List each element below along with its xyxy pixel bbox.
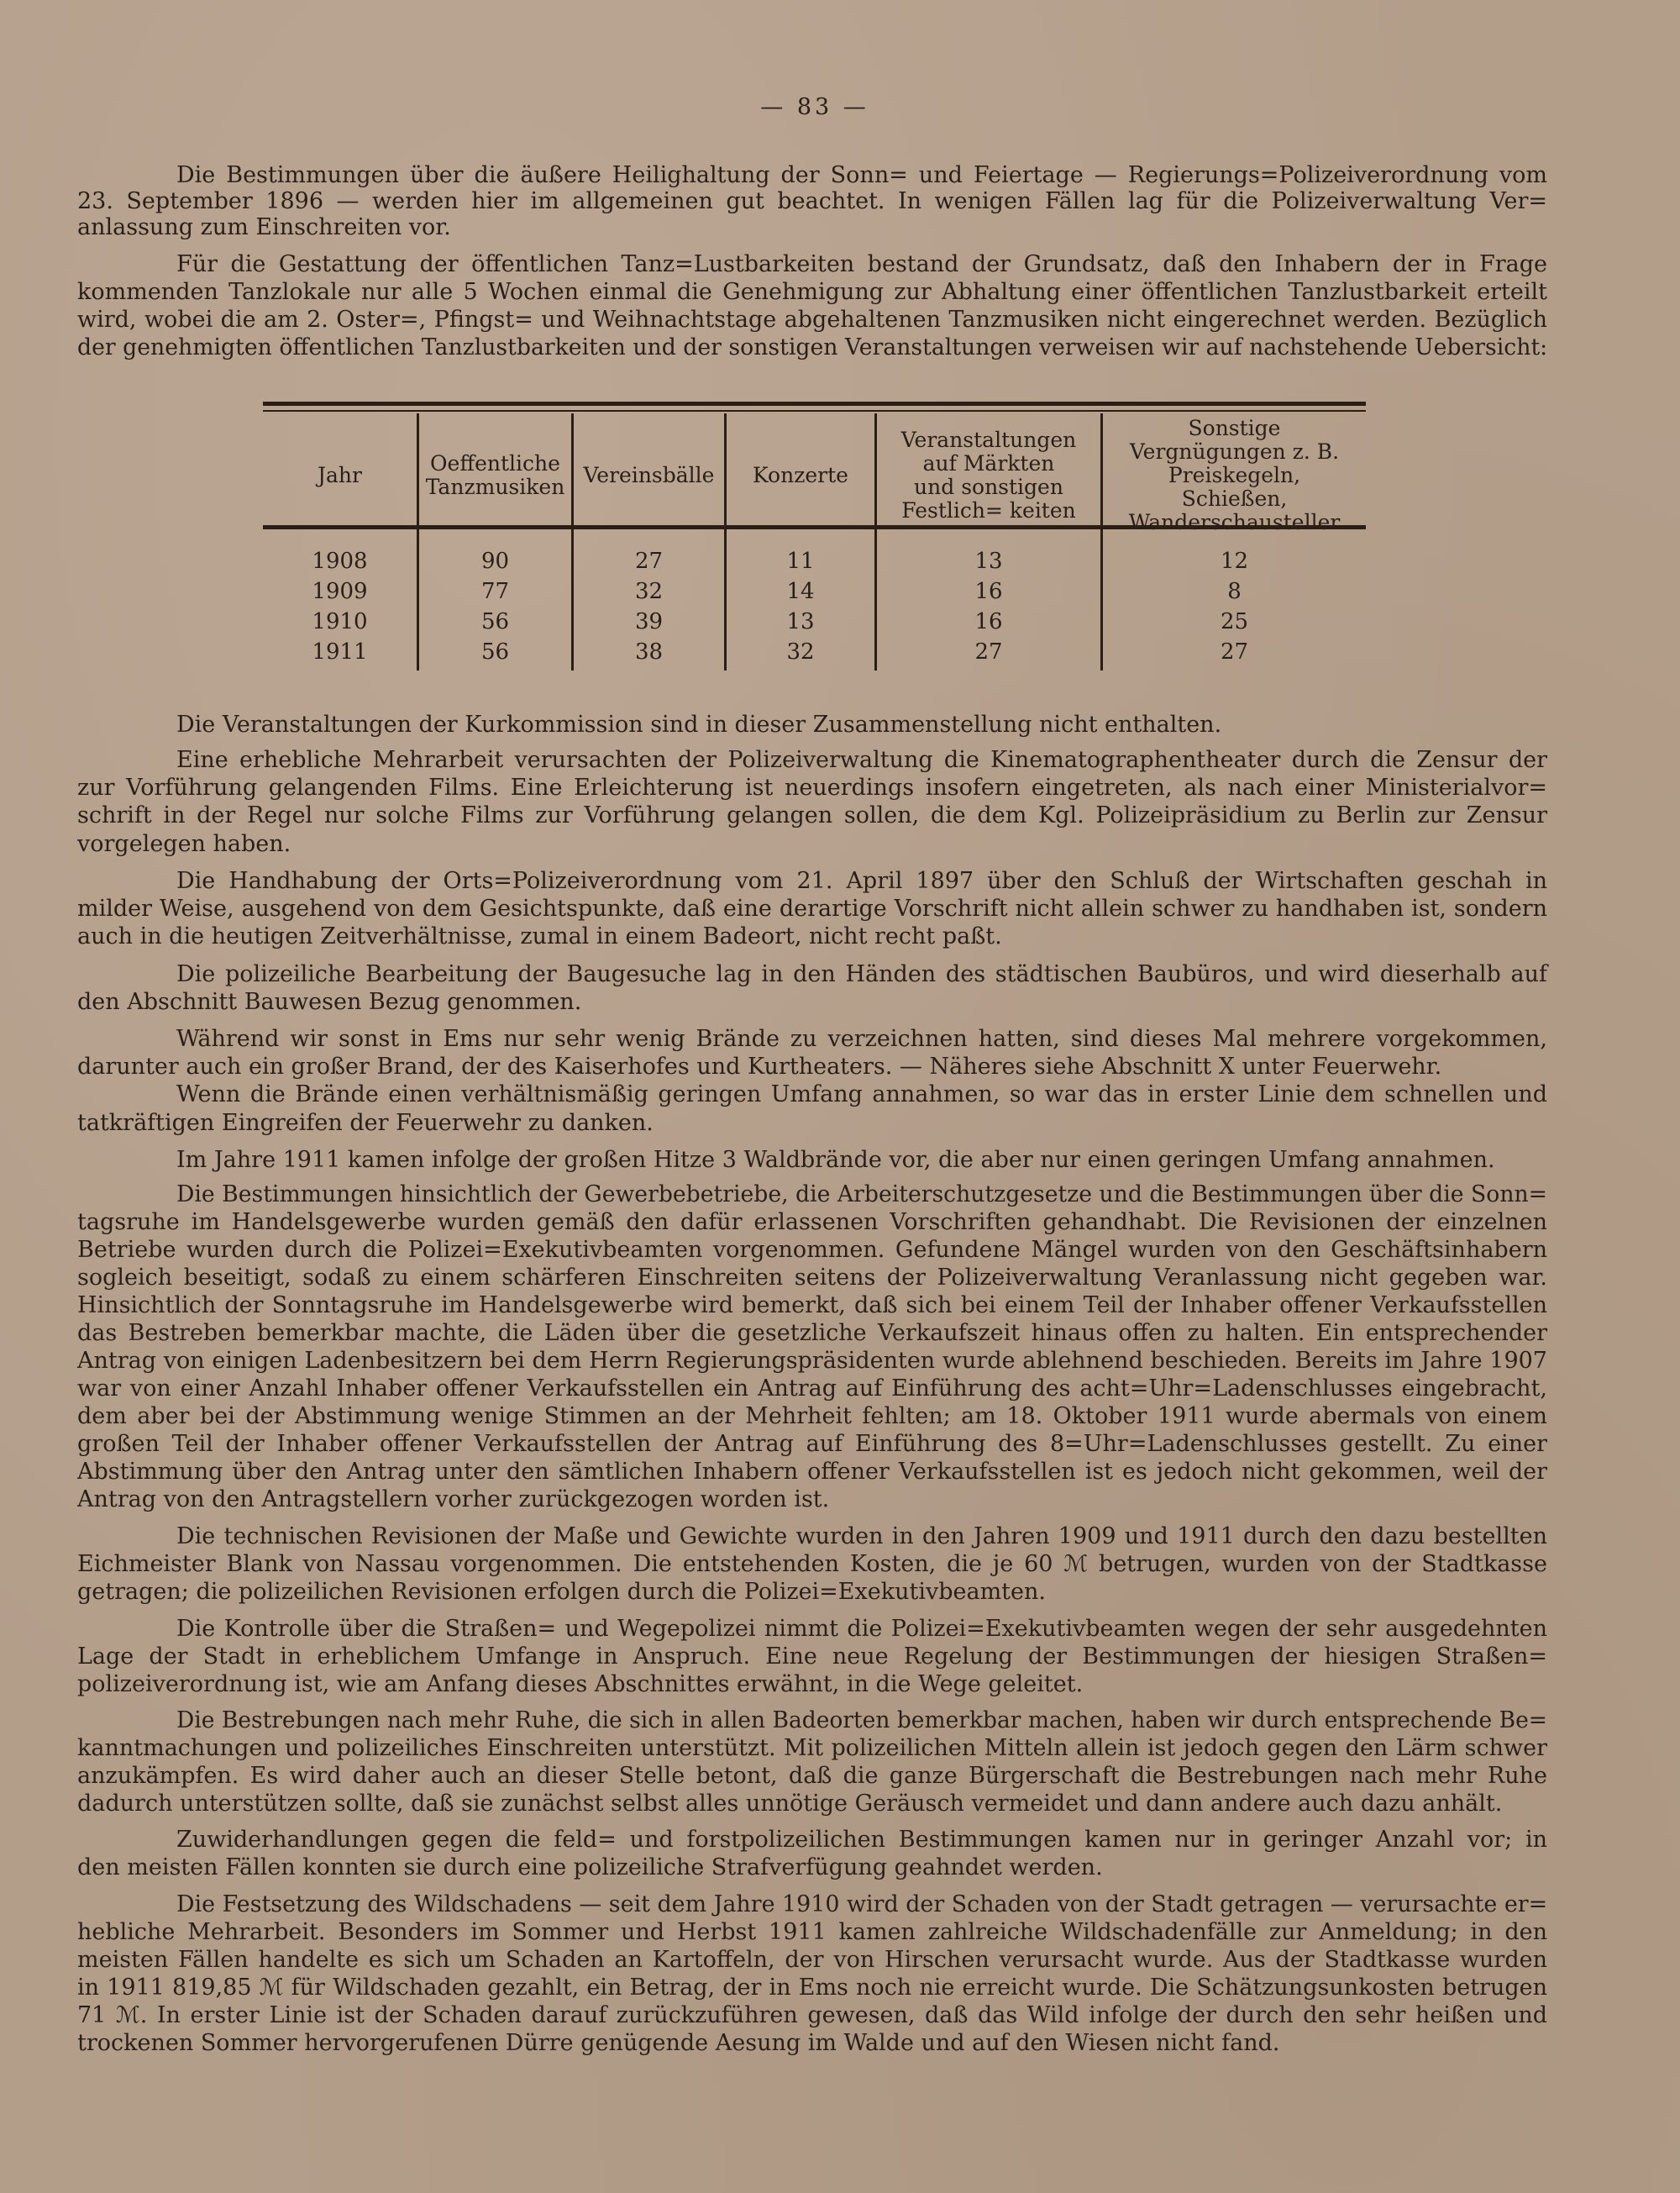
header-club-balls: Vereinsbälle: [583, 462, 715, 487]
text-line: Die Bestrebungen nach mehr Ruhe, die sich in allen Badeorten bemerkbar machen, haben wir durch entsprechende Be=: [176, 1707, 1547, 1733]
table-cell-value: 56: [480, 639, 510, 665]
table-cell-year: 1911: [312, 639, 368, 665]
text-line: Die Handhabung der Orts=Polizeiverordnung vom 21. April 1897 über den Schluß der Wirtschaften geschah in: [176, 868, 1547, 894]
text-line: Die Veranstaltungen der Kurkommission sind in dieser Zusammenstellung nicht enthalten.: [176, 712, 1222, 738]
header-market-events: Veranstaltungen auf Märkten und sonstigen Festlich= keiten: [900, 427, 1077, 523]
text-line: zur Vorführung gelangenden Films. Eine Erleichterung ist neuerdings insofern eingetreten, als nach einer Ministerialvor=: [77, 775, 1547, 801]
table-cell-year: 1909: [312, 579, 368, 604]
text-line: dadurch unterstützen sollte, daß sie zunächst selbst alles unnötige Geräusch vermeidet und dann andere auch dazu anhält.: [77, 1791, 1503, 1817]
text-line: war von einer Anzahl Inhaber offener Verkaufsstellen ein Antrag auf Einführung des acht=Uhr=Ladenschlusses eingebracht,: [77, 1375, 1547, 1402]
text-line: Eine erhebliche Mehrarbeit verursachten der Polizeiverwaltung die Kinematographentheater durch die Zensur der: [176, 747, 1547, 773]
table-cell-value: 13: [786, 609, 815, 634]
table-cell-value: 8: [1227, 579, 1242, 604]
text-line: tatkräftigen Eingreifen der Feuerwehr zu danken.: [77, 1110, 654, 1136]
text-line: großen Teil der Inhaber offener Verkaufsstellen der Antrag auf Einführung des 8=Uhr=Ladenschlusses gestellt. Zu einer: [77, 1431, 1547, 1457]
text-line: Die technischen Revisionen der Maße und Gewichte wurden in den Jahren 1909 und 1911 durch den dazu bestellten: [176, 1523, 1547, 1549]
header-year: Jahr: [318, 462, 362, 487]
text-line: hebliche Mehrarbeit. Besonders im Sommer und Herbst 1911 kamen zahlreiche Wildschadenfälle zur Anmeldung; in den: [77, 1919, 1547, 1945]
table-cell-value: 32: [786, 639, 815, 665]
table-cell-year: 1908: [312, 549, 368, 574]
table-top-rule-thin: [263, 410, 1366, 412]
text-line: milder Weise, ausgehend von dem Gesichtspunkte, daß eine derartige Vorschrift nicht allein schwer zu handhaben ist, sondern: [77, 896, 1547, 922]
text-line: Die Festsetzung des Wildschadens — seit dem Jahre 1910 wird der Schaden von der Stadt getragen — verursachte er=: [176, 1891, 1548, 1917]
text-line: meisten Fällen handelte es sich um Schaden an Kartoffeln, der von Hirschen verursacht wurde. Aus der Stadtkasse wurden: [77, 1947, 1547, 1973]
table-cell-value: 27: [1220, 639, 1249, 665]
text-line: getragen; die polizeilichen Revisionen erfolgen durch die Polizei=Exekutivbeamten.: [77, 1579, 1046, 1605]
table-cell-value: 25: [1220, 609, 1249, 634]
text-line: Die Kontrolle über die Straßen= und Wegepolizei nimmt die Polizei=Exekutivbeamten wegen der sehr ausgedehnten: [176, 1616, 1547, 1642]
text-line: 71 ℳ. In erster Linie ist der Schaden darauf zurückzuführen gewesen, daß das Wild infolge der durch den sehr heißen und: [77, 2002, 1547, 2028]
table-cell-value: 14: [786, 579, 815, 604]
table-cell-value: 77: [480, 579, 510, 604]
header-other-amusements: Sonstige Vergnügungen z. B. Preiskegeln, Schießen, Wanderschausteller: [1128, 415, 1341, 534]
text-line: anzukämpfen. Es wird daher auch an dieser Stelle betont, daß die ganze Bürgerschaft die Bestrebungen nach mehr Ruhe: [77, 1763, 1547, 1789]
text-line: Antrag von den Antragstellern vorher zurückgezogen worden ist.: [77, 1486, 830, 1512]
table-cell-value: 16: [974, 609, 1003, 634]
text-line: auch in die heutigen Zeitverhältnisse, zumal in einem Badeort, nicht recht paßt.: [77, 923, 1002, 949]
page-number: — 83 —: [760, 94, 869, 120]
table-cell-value: 16: [974, 579, 1003, 604]
text-line: polizeiverordnung ist, wie am Anfang dieses Abschnittes erwähnt, in die Wege geleitet.: [77, 1671, 1084, 1697]
text-line: kommenden Tanzlokale nur alle 5 Wochen einmal die Genehmigung zur Abhaltung einer öffentlichen Tanzlustbarkeit erteilt: [77, 279, 1547, 305]
text-line: Für die Gestattung der öffentlichen Tanz=Lustbarkeiten bestand der Grundsatz, daß den Inhabern der in Frage: [176, 251, 1547, 277]
text-line: Hinsichtlich der Sonntagsruhe im Handelsgewerbe wird bemerkt, daß sich bei einem Teil der Inhaber offener Verkaufsstellen: [77, 1292, 1547, 1318]
header-public-dance: Oeffentliche Tanzmusiken: [425, 450, 565, 499]
table-cell-value: 27: [634, 549, 664, 574]
text-line: Während wir sonst in Ems nur sehr wenig Brände zu verzeichnen hatten, sind dieses Mal mehrere vorgekommen,: [176, 1026, 1547, 1052]
text-line: Lage der Stadt in erheblichem Umfange in Anspruch. Eine neue Regelung der Bestimmungen der hiesigen Straßen=: [77, 1643, 1547, 1670]
table-cell-value: 32: [634, 579, 664, 604]
table-cell-value: 12: [1220, 549, 1249, 574]
text-line: vorgelegen haben.: [77, 831, 291, 857]
text-line: Betriebe wurden durch die Polizei=Exekutivbeamten vorgenommen. Gefundene Mängel wurden von den Geschäftsinhabern: [77, 1237, 1547, 1263]
text-line: Die Bestimmungen über die äußere Heilighaltung der Sonn= und Feiertage — Regierungs=Polizeiverordnung vom: [176, 162, 1547, 188]
text-line: Die polizeiliche Bearbeitung der Baugesuche lag in den Händen des städtischen Baubüros, und wird dieserhalb auf: [176, 961, 1547, 987]
text-line: schrift in der Regel nur solche Films zur Vorführung gelangen sollen, die dem Kgl. Polizeipräsidium zu Berlin zur Zensur: [77, 802, 1547, 828]
table-cell-value: 56: [480, 609, 510, 634]
text-line: der genehmigten öffentlichen Tanzlustbarkeiten und der sonstigen Veranstaltungen verweisen wir auf nachstehende Uebersicht:: [77, 334, 1548, 360]
text-line: 23. September 1896 — werden hier im allgemeinen gut beachtet. In wenigen Fällen lag für die Polizeiverwaltung Ver=: [77, 188, 1547, 214]
text-line: den Abschnitt Bauwesen Bezug genommen.: [77, 989, 582, 1015]
table-cell-value: 13: [974, 549, 1003, 574]
text-line: trockenen Sommer hervorgerufenen Dürre genügende Aesung im Walde und auf den Wiesen nicht fand.: [77, 2030, 1280, 2056]
table-cell-value: 90: [480, 549, 510, 574]
text-line: Wenn die Brände einen verhältnismäßig geringen Umfang annahmen, so war das in erster Linie dem schnellen und: [176, 1081, 1547, 1107]
text-line: anlassung zum Einschreiten vor.: [77, 214, 451, 240]
header-concerts: Konzerte: [753, 462, 848, 487]
table-cell-value: 39: [634, 609, 664, 634]
text-line: Die Bestimmungen hinsichtlich der Gewerbebetriebe, die Arbeiterschutzgesetze und die Bestimmungen über die Sonn=: [176, 1181, 1547, 1207]
text-line: Zuwiderhandlungen gegen die feld= und forstpolizeilichen Bestimmungen kamen nur in geringer Anzahl vor; in: [176, 1827, 1547, 1853]
text-line: wird, wobei die am 2. Oster=, Pfingst= und Weihnachtstage abgehaltenen Tanzmusiken nicht eingerechnet werden. Bezüglich: [77, 307, 1547, 333]
text-line: darunter auch ein großer Brand, der des Kaiserhofes und Kurtheaters. — Näheres siehe Abschnitt X unter Feuerwehr.: [77, 1054, 1442, 1080]
table-cell-value: 11: [786, 549, 815, 574]
text-line: das Bestreben bemerkbar machte, die Läden über die gesetzliche Verkaufszeit hinaus offen zu halten. Ein entsprechender: [77, 1320, 1547, 1346]
text-line: Im Jahre 1911 kamen infolge der großen Hitze 3 Waldbrände vor, die aber nur einen geringen Umfang annahmen.: [176, 1147, 1495, 1173]
text-line: Eichmeister Blank von Nassau vorgenommen. Die entstehenden Kosten, die je 60 ℳ betrugen, wurden von der Stadtkasse: [77, 1551, 1547, 1577]
text-line: kanntmachungen und polizeiliches Einschreiten unterstützt. Mit polizeilichen Mitteln allein ist jedoch gegen den Lärm schwer: [77, 1735, 1547, 1761]
text-line: Abstimmung über den Antrag unter den sämtlichen Inhabern offener Verkaufsstellen ist es jedoch nicht gekommen, weil der: [77, 1459, 1547, 1485]
text-line: tagsruhe im Handelsgewerbe wurden gemäß den dafür erlassenen Vorschriften gehandhabt. Die Revisionen der einzelnen: [77, 1209, 1547, 1235]
text-line: Antrag von einigen Ladenbesitzern bei dem Herrn Regierungspräsidenten wurde ablehnend beschieden. Bereits im Jahre 1907: [77, 1348, 1547, 1374]
text-line: den meisten Fällen konnten sie durch eine polizeiliche Strafverfügung geahndet werden.: [77, 1854, 1103, 1880]
text-line: sogleich beseitigt, sodaß zu einem schärferen Einschreiten seitens der Polizeiverwaltung Veranlassung nicht gegeben war.: [77, 1265, 1547, 1291]
text-line: dem aber bei der Abstimmung wenige Stimmen an der Mehrheit fehlten; am 18. Oktober 1911 wurde abermals von einem: [77, 1403, 1547, 1429]
table-cell-value: 27: [974, 639, 1003, 665]
table-top-rule: [263, 402, 1366, 406]
table-cell-value: 38: [634, 639, 664, 665]
table-cell-year: 1910: [312, 609, 368, 634]
text-line: in 1911 819,85 ℳ für Wildschaden gezahlt, ein Betrag, der in Ems noch nie erreicht wurde. Die Schätzungsunkosten betrugen: [77, 1975, 1547, 2001]
